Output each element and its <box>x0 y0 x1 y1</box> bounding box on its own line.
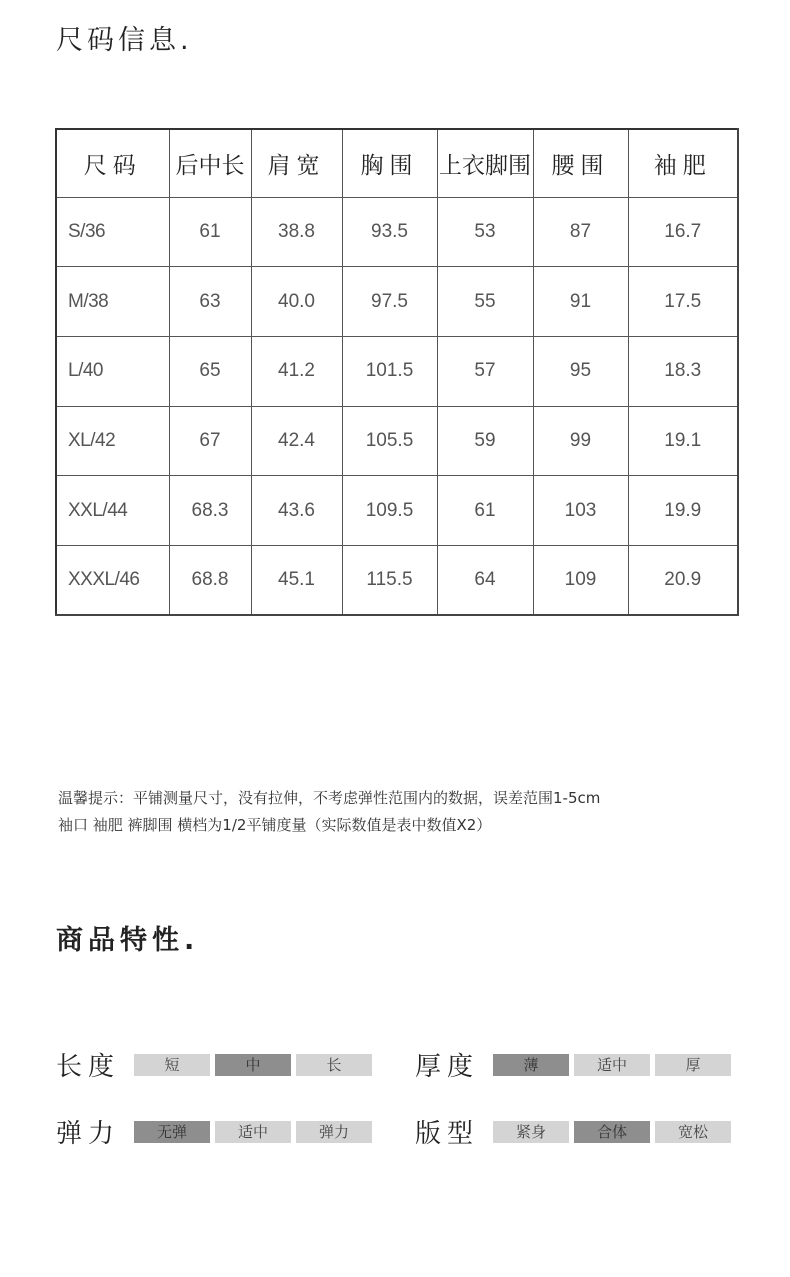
hem-cell: 53 <box>437 197 533 267</box>
fit-option-regular: 合体 <box>574 1121 650 1143</box>
waist-cell: 109 <box>533 545 628 615</box>
sleeve-cell: 19.9 <box>628 476 738 546</box>
header-hem: 上衣脚围 <box>437 129 533 197</box>
length-option-short: 短 <box>134 1054 210 1076</box>
elasticity-option-stretch: 弹力 <box>296 1121 372 1143</box>
length-option-medium: 中 <box>215 1054 291 1076</box>
header-back-length: 后中长 <box>169 129 251 197</box>
back-length-cell: 67 <box>169 406 251 476</box>
tips-line-1: 温馨提示：平铺测量尺寸，没有拉伸，不考虑弹性范围内的数据，误差范围1-5cm <box>58 789 601 807</box>
shoulder-cell: 43.6 <box>251 476 342 546</box>
chest-cell: 109.5 <box>342 476 437 546</box>
fit-options <box>493 1121 736 1143</box>
hem-cell: 61 <box>437 476 533 546</box>
waist-cell: 103 <box>533 476 628 546</box>
length-options <box>134 1054 377 1076</box>
table-row <box>56 406 738 476</box>
feature-label-fit: 版型 <box>415 1119 480 1149</box>
elasticity-options <box>134 1121 377 1143</box>
measurement-tips <box>58 785 600 839</box>
waist-cell: 87 <box>533 197 628 267</box>
header-shoulder: 肩宽 <box>251 129 342 197</box>
size-cell: XL/42 <box>56 406 169 476</box>
fit-option-loose: 宽松 <box>655 1121 731 1143</box>
feature-length <box>56 1046 377 1083</box>
feature-fit <box>415 1113 736 1150</box>
header-size: 尺码 <box>56 129 169 197</box>
table-row <box>56 336 738 406</box>
size-table <box>55 128 739 616</box>
thickness-option-medium: 适中 <box>574 1054 650 1076</box>
header-waist: 腰围 <box>533 129 628 197</box>
elasticity-option-none: 无弹 <box>134 1121 210 1143</box>
back-length-cell: 68.8 <box>169 545 251 615</box>
header-chest: 胸围 <box>342 129 437 197</box>
table-row <box>56 197 738 267</box>
shoulder-cell: 41.2 <box>251 336 342 406</box>
hem-cell: 59 <box>437 406 533 476</box>
back-length-cell: 65 <box>169 336 251 406</box>
sleeve-cell: 17.5 <box>628 267 738 337</box>
size-cell: M/38 <box>56 267 169 337</box>
table-row <box>56 476 738 546</box>
waist-cell: 95 <box>533 336 628 406</box>
hem-cell: 55 <box>437 267 533 337</box>
sleeve-cell: 20.9 <box>628 545 738 615</box>
size-cell: S/36 <box>56 197 169 267</box>
shoulder-cell: 40.0 <box>251 267 342 337</box>
feature-elasticity <box>56 1113 377 1150</box>
table-row <box>56 545 738 615</box>
waist-cell: 91 <box>533 267 628 337</box>
feature-thickness <box>415 1046 736 1083</box>
header-sleeve: 袖肥 <box>628 129 738 197</box>
size-cell: XXXL/46 <box>56 545 169 615</box>
size-cell: L/40 <box>56 336 169 406</box>
feature-label-thickness: 厚度 <box>415 1052 480 1082</box>
elasticity-option-medium: 适中 <box>215 1121 291 1143</box>
size-cell: XXL/44 <box>56 476 169 546</box>
chest-cell: 105.5 <box>342 406 437 476</box>
chest-cell: 93.5 <box>342 197 437 267</box>
shoulder-cell: 38.8 <box>251 197 342 267</box>
feature-label-length: 长度 <box>56 1052 121 1082</box>
product-features-title: 商品特性. <box>56 925 200 956</box>
hem-cell: 57 <box>437 336 533 406</box>
back-length-cell: 61 <box>169 197 251 267</box>
thickness-options <box>493 1054 736 1076</box>
feature-label-elasticity: 弹力 <box>56 1119 121 1149</box>
chest-cell: 115.5 <box>342 545 437 615</box>
sleeve-cell: 16.7 <box>628 197 738 267</box>
shoulder-cell: 42.4 <box>251 406 342 476</box>
back-length-cell: 63 <box>169 267 251 337</box>
size-info-title: 尺码信息. <box>56 25 193 56</box>
back-length-cell: 68.3 <box>169 476 251 546</box>
sleeve-cell: 18.3 <box>628 336 738 406</box>
fit-option-slim: 紧身 <box>493 1121 569 1143</box>
hem-cell: 64 <box>437 545 533 615</box>
chest-cell: 97.5 <box>342 267 437 337</box>
waist-cell: 99 <box>533 406 628 476</box>
length-option-long: 长 <box>296 1054 372 1076</box>
shoulder-cell: 45.1 <box>251 545 342 615</box>
table-row <box>56 267 738 337</box>
thickness-option-thin: 薄 <box>493 1054 569 1076</box>
tips-line-2: 袖口 袖肥 裤脚围 横档为1/2平铺度量（实际数值是表中数值X2） <box>58 816 492 834</box>
sleeve-cell: 19.1 <box>628 406 738 476</box>
thickness-option-thick: 厚 <box>655 1054 731 1076</box>
table-header-row <box>56 129 738 197</box>
chest-cell: 101.5 <box>342 336 437 406</box>
